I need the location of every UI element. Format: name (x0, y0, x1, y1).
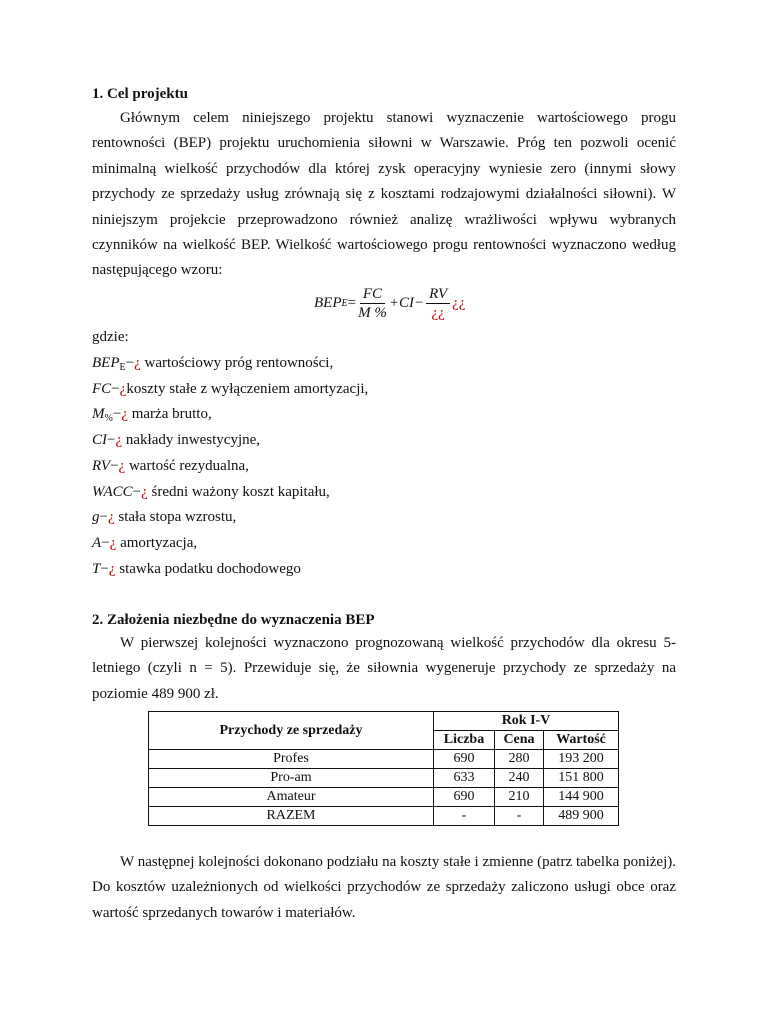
row-wartosc-cell: 144 900 (544, 788, 619, 807)
row-liczba-cell: 690 (434, 750, 495, 769)
definition-item (92, 482, 330, 507)
definition-mark: ¿ (134, 355, 141, 371)
definition-item (92, 559, 301, 584)
revenue-table (148, 711, 619, 826)
table-group-header: Rok I-V (434, 712, 619, 731)
formula-lhs-sub: E (341, 298, 348, 309)
definition-dash: − (125, 355, 135, 371)
definition-symbol: RV (92, 458, 111, 474)
row-name-cell: Amateur (149, 788, 434, 807)
definition-text: stała stopa wzrostu, (114, 509, 237, 525)
section-1-paragraph: Głównym celem niniejszego projektu stanowi wyznaczenie wartościowego progu rentowności (BEP) projektu uruchomienia siłowni w Warszawie. Próg ten pozwoli ocenić minimalną wielkość przychodów dla której zysk operacyjny wyniesie zero (innymi słowy przychody ze sprzedaży usług zrównają się z kosztami rodzajowymi działalności siłowni). W niniejszym projekcie przeprowadzono również analizę wrażliwości wpływu wybranych czynników na wielkość BEP. Wielkość wartościowego progu rentowności wyznaczono według następującego wzoru: (92, 110, 676, 279)
col-wartosc-header: Wartość (544, 731, 619, 750)
definition-dash: − (101, 535, 110, 551)
table-header-row (149, 712, 619, 731)
definition-subscript: % (104, 413, 113, 424)
row-name-cell: Pro-am (149, 769, 434, 788)
table-row-header: Przychody ze sprzedaży (149, 712, 434, 750)
definition-symbol: WACC (92, 484, 133, 500)
definition-symbol: CI (92, 432, 107, 448)
bep-formula (314, 286, 465, 321)
definition-item (92, 430, 260, 455)
formula-frac2-num: RV (426, 286, 450, 304)
table-row (149, 788, 619, 807)
row-wartosc-cell: 489 900 (544, 807, 619, 826)
where-label: gdzie: (92, 329, 129, 345)
definition-mark: ¿ (107, 509, 115, 525)
definition-symbol: T (92, 561, 101, 577)
definition-item (92, 404, 212, 429)
definition-mark: ¿ (118, 458, 126, 474)
definition-dash: − (107, 432, 116, 448)
section-1-heading: 1. Cel projektu (92, 86, 188, 102)
formula-tail: ¿¿ (452, 295, 466, 311)
table-row (149, 769, 619, 788)
row-liczba-cell: - (434, 807, 495, 826)
definition-text: średni ważony koszt kapitału, (147, 484, 330, 500)
definition-symbol: A (92, 535, 102, 551)
definition-text: nakłady inwestycyjne, (122, 432, 261, 448)
definition-dash: − (132, 484, 142, 500)
definition-mark: ¿ (121, 406, 128, 422)
col-liczba-header: Liczba (434, 731, 495, 750)
definition-symbol: g (92, 509, 100, 525)
definition-dash: − (100, 561, 109, 577)
formula-fraction-rv (426, 286, 450, 321)
col-cena-header: Cena (495, 731, 544, 750)
definition-text: amortyzacja, (116, 535, 198, 551)
definition-subscript: E (119, 362, 126, 373)
definition-mark: ¿ (141, 484, 148, 500)
row-cena-cell: 280 (495, 750, 544, 769)
section-2-paragraph-1: W pierwszej kolejności wyznaczono prognozowaną wielkość przychodów dla okresu 5-letniego (czyli n = 5). Przewiduje się, że siłownia wygeneruje przychody ze sprzedaży na poziomie 489 900 zł. (92, 635, 676, 702)
formula-plus-ci: +CI− (388, 295, 425, 311)
definition-text: koszty stałe z wyłączeniem amortyzacji, (126, 381, 369, 397)
definition-mark: ¿ (108, 561, 116, 577)
formula-eq: = (347, 295, 357, 311)
table-row (149, 807, 619, 826)
definition-item (92, 456, 249, 481)
definition-text: wartość rezydualna, (125, 458, 249, 474)
definition-dash: − (99, 509, 108, 525)
row-cena-cell: - (495, 807, 544, 826)
row-wartosc-cell: 151 800 (544, 769, 619, 788)
formula-frac1-num: FC (360, 286, 385, 304)
definition-text: marża brutto, (127, 406, 212, 422)
definition-dash: − (110, 458, 119, 474)
formula-frac1-den: M % (358, 305, 387, 321)
definition-symbol: BEP (92, 355, 120, 371)
definition-mark: ¿ (115, 432, 123, 448)
definition-mark: ¿ (109, 535, 117, 551)
definition-text: wartościowy próg rentowności, (140, 355, 334, 371)
definition-item (92, 353, 333, 378)
section-2-paragraph-2: W następnej kolejności dokonano podziału na koszty stałe i zmienne (patrz tabelka poniżej). Do kosztów uzależnionych od wielkości przychodów ze sprzedaży zaliczono usługi obce oraz wartość sprzedanych towarów i materiałów. (92, 854, 676, 921)
definition-item (92, 379, 368, 404)
row-liczba-cell: 690 (434, 788, 495, 807)
formula-fraction-fc (358, 286, 387, 321)
row-name-cell: Profes (149, 750, 434, 769)
definition-symbol: M (92, 406, 105, 422)
section-2-heading: 2. Założenia niezbędne do wyznaczenia BEP (92, 612, 375, 628)
formula-frac2-den: ¿¿ (431, 305, 445, 321)
definition-symbol: FC (92, 381, 112, 397)
definition-dash: − (112, 406, 122, 422)
definition-item (92, 533, 197, 558)
definition-dash: − (111, 381, 120, 397)
row-cena-cell: 210 (495, 788, 544, 807)
formula-lhs: BEP (314, 295, 342, 311)
row-wartosc-cell: 193 200 (544, 750, 619, 769)
row-liczba-cell: 633 (434, 769, 495, 788)
table-row (149, 750, 619, 769)
row-name-cell: RAZEM (149, 807, 434, 826)
definition-mark: ¿ (119, 381, 127, 397)
row-cena-cell: 240 (495, 769, 544, 788)
definition-text: stawka podatku dochodowego (115, 561, 301, 577)
definition-item (92, 507, 236, 532)
